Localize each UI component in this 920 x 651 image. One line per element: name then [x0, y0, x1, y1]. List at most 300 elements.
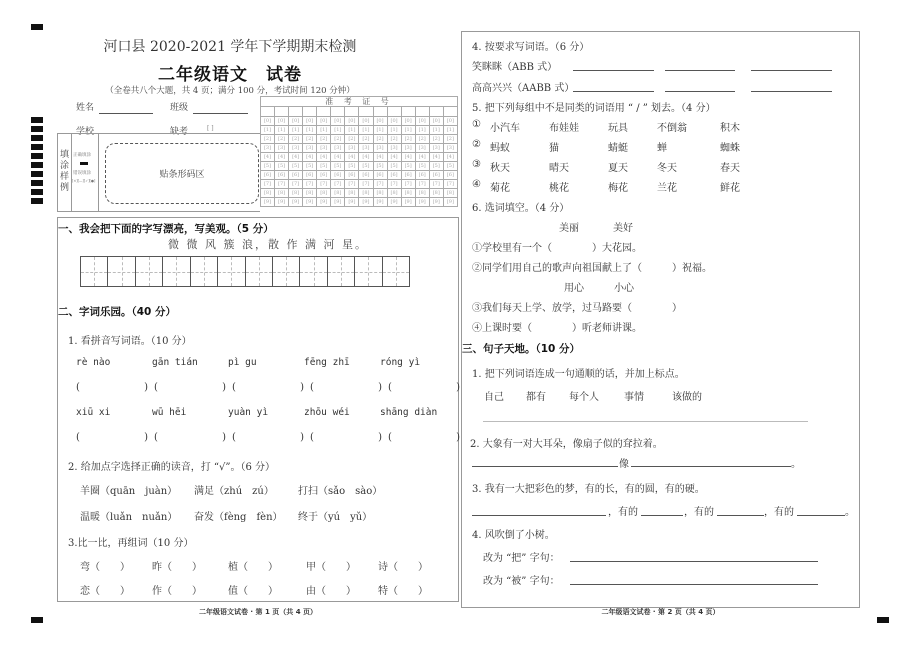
- word-option: 小心: [614, 283, 634, 294]
- page2-footer: 二年级语文试卷 · 第 2 页（共 4 页）: [601, 608, 720, 616]
- exam-digit-write-cell[interactable]: [331, 107, 345, 117]
- section2-title: 二、字词乐园。（40 分）: [58, 306, 177, 318]
- exam-digit-write-cell[interactable]: [359, 107, 373, 117]
- s2-period: 。: [791, 459, 801, 470]
- word-option: 美好: [613, 223, 633, 234]
- s3-title: 3. 我有一大把彩色的梦，有的长，有的圆，有的硬。: [472, 484, 705, 495]
- word-chip: 自己: [484, 392, 504, 403]
- exam-digit-bubble[interactable]: [6]: [275, 171, 289, 180]
- exam-digit-bubble[interactable]: [1]: [429, 126, 443, 135]
- word-blank[interactable]: 值（ ）: [228, 586, 278, 597]
- exam-digit-bubble[interactable]: [5]: [303, 162, 317, 171]
- word-item[interactable]: 猫: [549, 143, 559, 154]
- exam-digit-bubble[interactable]: [4]: [345, 153, 359, 162]
- wrong-fill-examples: [×][—][✓][●]: [72, 179, 96, 183]
- pronunciation-choice[interactable]: 羊圈（quān juàn）: [80, 486, 178, 497]
- exam-digit-bubble[interactable]: [4]: [429, 153, 443, 162]
- exam-digit-bubble[interactable]: [4]: [331, 153, 345, 162]
- q1-title: 1. 看拼音写词语。（10 分）: [68, 336, 192, 347]
- exam-digit-bubble[interactable]: [5]: [359, 162, 373, 171]
- exam-digit-bubble[interactable]: [5]: [345, 162, 359, 171]
- q4-aabb-label: 高高兴兴（AABB 式）: [472, 83, 575, 94]
- exam-digit-bubble[interactable]: [1]: [345, 126, 359, 135]
- word-blank[interactable]: 特（ ）: [378, 586, 428, 597]
- answer-row-2: [76, 432, 460, 443]
- exam-digit-bubble[interactable]: [7]: [429, 180, 443, 189]
- word-item[interactable]: 布娃娃: [549, 123, 579, 134]
- exam-digit-bubble[interactable]: [1]: [387, 126, 401, 135]
- class-label: 班级: [170, 103, 189, 113]
- word-item[interactable]: 梅花: [608, 183, 628, 194]
- answer-blank[interactable]: ( ): [232, 432, 304, 443]
- exam-digit-bubble[interactable]: [9]: [289, 198, 303, 207]
- pronunciation-choice[interactable]: 奋发（fèng fèn）: [194, 512, 283, 523]
- exam-digit-write-cell[interactable]: [317, 107, 331, 117]
- pinyin: shāng diàn: [380, 407, 438, 418]
- absent-label: 缺考: [170, 127, 189, 137]
- exam-digit-bubble[interactable]: [6]: [401, 171, 415, 180]
- answer-blank[interactable]: ( ): [154, 432, 226, 443]
- word-item[interactable]: 小汽车: [490, 123, 520, 134]
- q6-title: 6. 选词填空。（4 分）: [472, 203, 570, 214]
- exam-digit-write-cell[interactable]: [401, 107, 415, 117]
- exam-digit-bubble[interactable]: [2]: [387, 135, 401, 144]
- exam-digit-bubble[interactable]: [8]: [261, 189, 275, 198]
- word-item[interactable]: 玩具: [608, 123, 628, 134]
- exam-digit-bubble[interactable]: [6]: [261, 171, 275, 180]
- q6-sentence-1[interactable]: ①学校里有一个（ ）大花园。: [472, 243, 642, 254]
- exam-digit-bubble[interactable]: [2]: [415, 135, 429, 144]
- s4-ba-answer[interactable]: [570, 561, 818, 562]
- exam-digit-bubble[interactable]: [3]: [275, 144, 289, 153]
- exam-digit-bubble[interactable]: [9]: [261, 198, 275, 207]
- exam-digit-bubble[interactable]: [7]: [303, 180, 317, 189]
- exam-digit-bubble[interactable]: [0]: [331, 117, 345, 126]
- exam-digit-bubble[interactable]: [5]: [275, 162, 289, 171]
- exam-digit-bubble[interactable]: [7]: [317, 180, 331, 189]
- exam-digit-bubble[interactable]: [6]: [387, 171, 401, 180]
- fill-example-label: 填涂样例: [60, 150, 70, 193]
- exam-title: 河口县 2020-2021 学年下学期期末检测: [103, 39, 357, 55]
- exam-digit-bubble[interactable]: [5]: [331, 162, 345, 171]
- exam-digit-bubble[interactable]: [8]: [373, 189, 387, 198]
- s3-answer-c[interactable]: [717, 515, 764, 516]
- barcode-area: [105, 143, 259, 204]
- exam-digit-bubble[interactable]: [5]: [401, 162, 415, 171]
- word-blank[interactable]: 由（ ）: [306, 586, 356, 597]
- exam-digit-bubble[interactable]: [9]: [373, 198, 387, 207]
- exam-digit-bubble[interactable]: [8]: [359, 189, 373, 198]
- exam-digit-bubble[interactable]: [5]: [373, 162, 387, 171]
- s4-bei-answer[interactable]: [570, 584, 818, 585]
- exam-digit-bubble[interactable]: [9]: [443, 198, 457, 207]
- writing-grid[interactable]: [80, 256, 410, 287]
- pinyin: yuàn yì: [228, 407, 269, 418]
- exam-digit-bubble[interactable]: [6]: [415, 171, 429, 180]
- exam-digit-bubble[interactable]: [1]: [303, 126, 317, 135]
- exam-digit-bubble[interactable]: [5]: [261, 162, 275, 171]
- exam-digit-bubble[interactable]: [6]: [345, 171, 359, 180]
- exam-digit-write-cell[interactable]: [261, 107, 275, 117]
- word-chip: 都有: [526, 392, 546, 403]
- section1-title: 一、我会把下面的字写漂亮，写美观。（5 分）: [58, 223, 274, 235]
- exam-digit-bubble[interactable]: [4]: [261, 153, 275, 162]
- exam-digit-bubble[interactable]: [0]: [359, 117, 373, 126]
- exam-digit-bubble[interactable]: [4]: [415, 153, 429, 162]
- answer-blank[interactable]: ( ): [388, 382, 460, 393]
- q6-word-options-2: [564, 279, 634, 294]
- word-chip: 每个人: [569, 392, 599, 403]
- school-label: 学校: [76, 127, 95, 137]
- word-item[interactable]: 蜻蜓: [608, 143, 628, 154]
- s1-title: 1. 把下列词语连成一句通顺的话，并加上标点。: [472, 369, 685, 380]
- q4-title: 4. 按要求写词语。（6 分）: [472, 42, 590, 53]
- q6-sentence-3[interactable]: ③我们每天上学、放学，过马路要（ ）: [472, 303, 682, 314]
- exam-digit-write-cell[interactable]: [443, 107, 457, 117]
- exam-digit-bubble[interactable]: [2]: [289, 135, 303, 144]
- word-blank[interactable]: 弯（ ）: [80, 562, 130, 573]
- word-item[interactable]: 蜘蛛: [720, 143, 740, 154]
- word-item[interactable]: 冬天: [657, 163, 677, 174]
- exam-digit-write-cell[interactable]: [275, 107, 289, 117]
- exam-digit-bubble[interactable]: [5]: [317, 162, 331, 171]
- exam-digit-bubble[interactable]: [3]: [429, 144, 443, 153]
- word-item[interactable]: 兰花: [657, 183, 677, 194]
- word-item[interactable]: 菊花: [490, 183, 510, 194]
- exam-digit-bubble[interactable]: [8]: [401, 189, 415, 198]
- s1-words: [484, 388, 702, 403]
- exam-digit-bubble[interactable]: [4]: [317, 153, 331, 162]
- exam-digit-bubble[interactable]: [8]: [331, 189, 345, 198]
- exam-digit-bubble[interactable]: [3]: [443, 144, 457, 153]
- pronunciation-choice[interactable]: 温暖（luǎn nuǎn）: [80, 512, 178, 523]
- q3-title: 3.比一比，再组词（10 分）: [68, 538, 194, 549]
- exam-digit-bubble[interactable]: [2]: [401, 135, 415, 144]
- page1-footer: 二年级语文试卷 · 第 1 页（共 4 页）: [198, 608, 318, 616]
- exam-digit-bubble[interactable]: [0]: [261, 117, 275, 126]
- exam-digit-bubble[interactable]: [9]: [359, 198, 373, 207]
- exam-digit-bubble[interactable]: [0]: [345, 117, 359, 126]
- answer-blank[interactable]: ( ): [76, 382, 148, 393]
- answer-blank[interactable]: ( ): [76, 432, 148, 443]
- exam-digit-bubble[interactable]: [1]: [359, 126, 373, 135]
- exam-digit-bubble[interactable]: [4]: [289, 153, 303, 162]
- exam-digit-write-cell[interactable]: [289, 107, 303, 117]
- exam-digit-write-cell[interactable]: [373, 107, 387, 117]
- answer-blank[interactable]: ( ): [310, 382, 382, 393]
- exam-digit-bubble[interactable]: [1]: [275, 126, 289, 135]
- absent-checkbox[interactable]: [ ]: [207, 125, 214, 132]
- s4-ba-label: 改为 “把” 字句：: [483, 553, 560, 564]
- exam-digit-bubble[interactable]: [1]: [415, 126, 429, 135]
- exam-digit-bubble[interactable]: [8]: [303, 189, 317, 198]
- abb-answer-2[interactable]: [665, 70, 735, 71]
- pinyin: fēng zhī: [304, 357, 350, 368]
- exam-digit-bubble[interactable]: [6]: [303, 171, 317, 180]
- exam-digit-write-cell[interactable]: [303, 107, 317, 117]
- exam-digit-bubble[interactable]: [3]: [359, 144, 373, 153]
- q2-row-1: [80, 482, 408, 497]
- s3-answer-b[interactable]: [641, 515, 683, 516]
- exam-digit-bubble[interactable]: [2]: [303, 135, 317, 144]
- exam-digit-bubble[interactable]: [9]: [317, 198, 331, 207]
- name-field[interactable]: [99, 113, 153, 114]
- exam-digit-bubble[interactable]: [1]: [401, 126, 415, 135]
- exam-digit-bubble[interactable]: [0]: [443, 117, 457, 126]
- exam-digit-bubble[interactable]: [0]: [317, 117, 331, 126]
- exam-digit-bubble[interactable]: [4]: [359, 153, 373, 162]
- pinyin: rè nào: [76, 357, 111, 368]
- word-blank[interactable]: 恋（ ）: [80, 586, 130, 597]
- answer-blank[interactable]: ( ): [310, 432, 382, 443]
- exam-digit-bubble[interactable]: [4]: [303, 153, 317, 162]
- word-option: 用心: [564, 283, 584, 294]
- pinyin: zhōu wéi: [304, 407, 350, 418]
- s2-xiang: 像: [619, 459, 629, 470]
- exam-digit-bubble[interactable]: [7]: [331, 180, 345, 189]
- pinyin-row-1: [76, 357, 456, 368]
- word-item[interactable]: 桃花: [549, 183, 569, 194]
- exam-digit-bubble[interactable]: [8]: [345, 189, 359, 198]
- answer-blank[interactable]: ( ): [388, 432, 460, 443]
- exam-digit-write-cell[interactable]: [415, 107, 429, 117]
- exam-digit-bubble[interactable]: [2]: [275, 135, 289, 144]
- exam-digit-bubble[interactable]: [0]: [303, 117, 317, 126]
- exam-digit-bubble[interactable]: [9]: [401, 198, 415, 207]
- exam-digit-bubble[interactable]: [0]: [275, 117, 289, 126]
- exam-number-label: 准 考 证 号: [261, 97, 458, 107]
- word-blank[interactable]: 甲（ ）: [306, 562, 356, 573]
- word-item[interactable]: 蚂蚁: [490, 143, 510, 154]
- abb-answer-3[interactable]: [751, 70, 832, 71]
- exam-digit-bubble[interactable]: [5]: [289, 162, 303, 171]
- exam-digit-bubble[interactable]: [0]: [401, 117, 415, 126]
- s3-youde-1: ，有的: [608, 507, 638, 518]
- exam-digit-bubble[interactable]: [5]: [429, 162, 443, 171]
- group-number: ④: [472, 179, 481, 190]
- exam-digit-bubble[interactable]: [7]: [373, 180, 387, 189]
- exam-digit-bubble[interactable]: [7]: [345, 180, 359, 189]
- exam-digit-bubble[interactable]: [6]: [317, 171, 331, 180]
- q2-title: 2. 给加点字选择正确的读音，打 “√”。（6 分）: [68, 462, 276, 473]
- aabb-answer-3[interactable]: [751, 91, 832, 92]
- exam-digit-write-cell[interactable]: [429, 107, 443, 117]
- exam-digit-bubble[interactable]: [6]: [373, 171, 387, 180]
- exam-digit-bubble[interactable]: [7]: [289, 180, 303, 189]
- class-field[interactable]: [193, 113, 248, 114]
- word-item[interactable]: 春天: [720, 163, 740, 174]
- exam-digit-bubble[interactable]: [4]: [373, 153, 387, 162]
- s3-period: 。: [845, 507, 855, 518]
- exam-digit-bubble[interactable]: [3]: [331, 144, 345, 153]
- exam-note: （全卷共八个大题，共 4 页；满分 100 分，考试时间 120 分钟）: [105, 86, 355, 96]
- exam-digit-bubble[interactable]: [2]: [317, 135, 331, 144]
- word-item[interactable]: 夏天: [608, 163, 628, 174]
- group-number: ③: [472, 159, 481, 170]
- abb-answer-1[interactable]: [573, 70, 654, 71]
- exam-digit-bubble[interactable]: [4]: [443, 153, 457, 162]
- exam-digit-bubble[interactable]: [2]: [331, 135, 345, 144]
- exam-digit-bubble[interactable]: [5]: [387, 162, 401, 171]
- exam-subject: 二年级语文 试卷: [158, 65, 302, 85]
- exam-digit-bubble[interactable]: [2]: [373, 135, 387, 144]
- s3-answer-a[interactable]: [472, 515, 606, 516]
- q6-sentence-2[interactable]: ②同学们用自己的歌声向祖国献上了（ ）祝福。: [472, 263, 712, 274]
- pinyin: róng yì: [380, 357, 421, 368]
- word-item[interactable]: 晴天: [549, 163, 569, 174]
- exam-digit-bubble[interactable]: [1]: [261, 126, 275, 135]
- exam-digit-bubble[interactable]: [6]: [443, 171, 457, 180]
- exam-digit-bubble[interactable]: [8]: [289, 189, 303, 198]
- q6-sentence-4[interactable]: ④上课时要（ ）听老师讲课。: [472, 323, 642, 334]
- exam-digit-bubble[interactable]: [9]: [303, 198, 317, 207]
- exam-digit-bubble[interactable]: [4]: [387, 153, 401, 162]
- answer-blank[interactable]: ( ): [154, 382, 226, 393]
- exam-digit-bubble[interactable]: [8]: [443, 189, 457, 198]
- correct-fill-label: 正确填涂: [73, 153, 91, 158]
- exam-digit-bubble[interactable]: [1]: [289, 126, 303, 135]
- exam-digit-bubble[interactable]: [7]: [359, 180, 373, 189]
- pinyin: xiū xi: [76, 407, 111, 418]
- exam-digit-bubble[interactable]: [8]: [429, 189, 443, 198]
- word-item[interactable]: 秋天: [490, 163, 510, 174]
- q3-row-2: [80, 582, 450, 597]
- exam-digit-bubble[interactable]: [9]: [429, 198, 443, 207]
- exam-digit-bubble[interactable]: [5]: [415, 162, 429, 171]
- pronunciation-choice[interactable]: 终于（yú yǔ）: [298, 512, 373, 523]
- pinyin: pì gu: [228, 357, 257, 368]
- s1-answer-line[interactable]: [483, 421, 808, 422]
- exam-digit-bubble[interactable]: [1]: [317, 126, 331, 135]
- word-item[interactable]: 蝉: [657, 143, 667, 154]
- exam-digit-bubble[interactable]: [2]: [429, 135, 443, 144]
- exam-digit-bubble[interactable]: [2]: [345, 135, 359, 144]
- q5-title: 5. 把下列每组中不是同类的词语用 “ / ” 划去。（4 分）: [472, 103, 716, 114]
- s3-youde-3: ，有的: [764, 507, 794, 518]
- exam-digit-bubble[interactable]: [7]: [443, 180, 457, 189]
- exam-digit-bubble[interactable]: [8]: [317, 189, 331, 198]
- exam-digit-bubble[interactable]: [6]: [331, 171, 345, 180]
- exam-digit-bubble[interactable]: [0]: [373, 117, 387, 126]
- exam-digit-bubble[interactable]: [1]: [331, 126, 345, 135]
- registration-mark: [31, 24, 43, 30]
- exam-digit-bubble[interactable]: [9]: [415, 198, 429, 207]
- correct-fill-sample: [80, 162, 88, 165]
- answer-blank[interactable]: ( ): [232, 382, 304, 393]
- exam-digit-bubble[interactable]: [3]: [401, 144, 415, 153]
- wrong-fill-label: 错误填涂: [73, 171, 91, 176]
- aabb-answer-2[interactable]: [665, 91, 735, 92]
- q6-word-options-1: [559, 219, 633, 234]
- exam-digit-bubble[interactable]: [0]: [415, 117, 429, 126]
- exam-number-grid[interactable]: [260, 96, 458, 207]
- q2-row-2: [80, 508, 408, 523]
- exam-digit-bubble[interactable]: [3]: [345, 144, 359, 153]
- exam-digit-bubble[interactable]: [3]: [303, 144, 317, 153]
- name-label: 姓名: [76, 103, 95, 113]
- word-blank[interactable]: 作（ ）: [152, 586, 202, 597]
- aabb-answer-1[interactable]: [573, 91, 654, 92]
- s3-answer-d[interactable]: [797, 515, 845, 516]
- exam-digit-bubble[interactable]: [8]: [387, 189, 401, 198]
- exam-digit-bubble[interactable]: [1]: [443, 126, 457, 135]
- exam-digit-bubble[interactable]: [2]: [261, 135, 275, 144]
- copy-text: 微 微 风 簇 浪，散 作 满 河 星。: [168, 238, 368, 251]
- exam-digit-bubble[interactable]: [3]: [317, 144, 331, 153]
- group-number: ②: [472, 139, 481, 150]
- exam-digit-write-cell[interactable]: [345, 107, 359, 117]
- exam-digit-bubble[interactable]: [9]: [275, 198, 289, 207]
- exam-digit-bubble[interactable]: [0]: [429, 117, 443, 126]
- section3-title: 三、句子天地。（10 分）: [462, 343, 581, 355]
- word-blank[interactable]: 昨（ ）: [152, 562, 202, 573]
- exam-digit-bubble[interactable]: [3]: [373, 144, 387, 153]
- exam-digit-bubble[interactable]: [9]: [345, 198, 359, 207]
- exam-digit-bubble[interactable]: [2]: [359, 135, 373, 144]
- pronunciation-choice[interactable]: 打扫（sǎo sào）: [298, 486, 383, 497]
- word-item[interactable]: 积木: [720, 123, 740, 134]
- exam-digit-bubble[interactable]: [2]: [443, 135, 457, 144]
- q4-abb-label: 笑眯眯（ABB 式）: [472, 62, 558, 73]
- pinyin: gān tián: [152, 357, 198, 368]
- word-item[interactable]: 不倒翁: [657, 123, 687, 134]
- s4-title: 4. 风吹倒了小树。: [472, 530, 555, 541]
- exam-digit-bubble[interactable]: [3]: [261, 144, 275, 153]
- word-blank[interactable]: 诗（ ）: [378, 562, 428, 573]
- exam-digit-bubble[interactable]: [9]: [387, 198, 401, 207]
- exam-digit-bubble[interactable]: [0]: [289, 117, 303, 126]
- exam-digit-bubble[interactable]: [7]: [275, 180, 289, 189]
- s4-bei-label: 改为 “被” 字句：: [483, 576, 560, 587]
- word-chip: 事情: [624, 392, 644, 403]
- exam-digit-bubble[interactable]: [6]: [289, 171, 303, 180]
- word-blank[interactable]: 植（ ）: [228, 562, 278, 573]
- exam-digit-bubble[interactable]: [7]: [387, 180, 401, 189]
- answer-row-1: [76, 382, 460, 393]
- exam-digit-bubble[interactable]: [6]: [429, 171, 443, 180]
- pronunciation-choice[interactable]: 满足（zhú zú）: [194, 486, 274, 497]
- exam-digit-bubble[interactable]: [9]: [331, 198, 345, 207]
- s3-youde-2: ，有的: [684, 507, 714, 518]
- exam-digit-write-cell[interactable]: [387, 107, 401, 117]
- exam-digit-bubble[interactable]: [4]: [401, 153, 415, 162]
- exam-digit-bubble[interactable]: [7]: [415, 180, 429, 189]
- exam-digit-bubble[interactable]: [4]: [275, 153, 289, 162]
- pinyin-row-2: [76, 407, 456, 418]
- s2-answer-b[interactable]: [631, 466, 791, 467]
- exam-digit-bubble[interactable]: [3]: [415, 144, 429, 153]
- pinyin: wū hēi: [152, 407, 187, 418]
- word-chip: 该做的: [672, 392, 702, 403]
- exam-digit-bubble[interactable]: [8]: [415, 189, 429, 198]
- exam-digit-bubble[interactable]: [7]: [261, 180, 275, 189]
- exam-digit-bubble[interactable]: [8]: [275, 189, 289, 198]
- group-number: ①: [472, 119, 481, 130]
- exam-digit-bubble[interactable]: [3]: [387, 144, 401, 153]
- barcode-area-label: 贴条形码区: [159, 170, 205, 180]
- exam-digit-bubble[interactable]: [6]: [359, 171, 373, 180]
- s2-answer-a[interactable]: [472, 466, 618, 467]
- exam-digit-bubble[interactable]: [5]: [443, 162, 457, 171]
- registration-mark: [877, 617, 889, 623]
- q3-row-1: [80, 558, 450, 573]
- word-option: 美丽: [559, 223, 579, 234]
- exam-digit-bubble[interactable]: [0]: [387, 117, 401, 126]
- exam-digit-bubble[interactable]: [3]: [289, 144, 303, 153]
- exam-digit-bubble[interactable]: [7]: [401, 180, 415, 189]
- exam-digit-bubble[interactable]: [1]: [373, 126, 387, 135]
- word-item[interactable]: 鲜花: [720, 183, 740, 194]
